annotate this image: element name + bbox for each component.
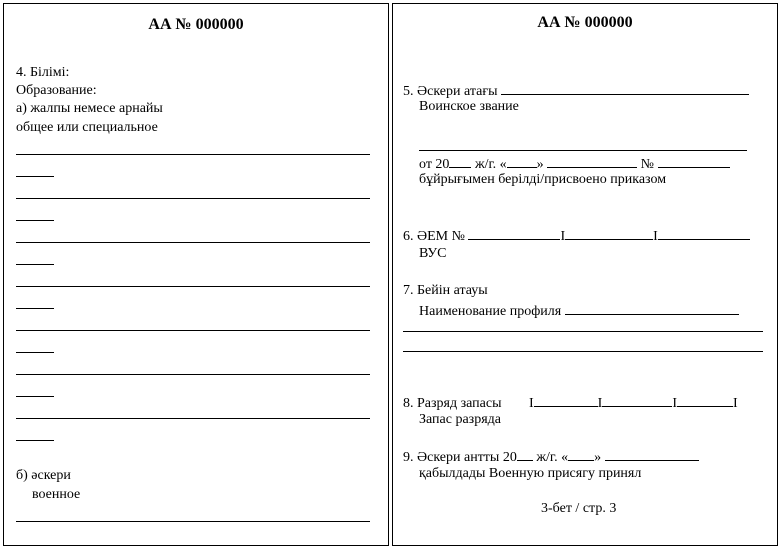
right-page-title: АА № 000000 xyxy=(537,14,633,31)
section-4-kz: 4. Білімі: xyxy=(16,65,70,80)
general-education-short-line-2[interactable] xyxy=(16,220,54,221)
oath-month-field[interactable] xyxy=(605,447,699,461)
vus-field-2[interactable] xyxy=(565,226,653,240)
reserve-separator-3: I xyxy=(672,396,677,411)
oath-kz-2: қабылдады xyxy=(419,466,486,481)
general-education-ru: общее или специальное xyxy=(16,120,158,135)
general-education-line-6[interactable] xyxy=(16,374,370,375)
page-number: 3-бет / стр. 3 xyxy=(541,501,617,516)
oath-day-field[interactable] xyxy=(568,447,594,461)
left-page-title: АА № 000000 xyxy=(148,16,244,33)
rank-close-quote: » xyxy=(536,157,544,172)
rank-year-field[interactable] xyxy=(449,154,471,168)
military-rank-kz: 5. Әскери атағы xyxy=(403,84,498,99)
oath-year-suffix: ж/г. « xyxy=(536,450,569,465)
profile-name-kz: 7. Бейін атауы xyxy=(403,283,488,298)
general-education-line-2[interactable] xyxy=(16,198,370,199)
general-education-short-line-7[interactable] xyxy=(16,440,54,441)
vus-field-3[interactable] xyxy=(658,226,750,240)
general-education-short-line-3[interactable] xyxy=(16,264,54,265)
oath-kz: 9. Әскери антты 20 xyxy=(403,450,517,465)
general-education-short-line-1[interactable] xyxy=(16,176,54,177)
profile-name-line-2[interactable] xyxy=(403,331,763,332)
section-7-row xyxy=(419,301,739,320)
military-education-ru: военное xyxy=(32,487,81,502)
rank-from-label: от 20 xyxy=(419,157,450,172)
rank-month-field[interactable] xyxy=(547,154,637,168)
reserve-separator-1: I xyxy=(528,396,534,411)
general-education-line-3[interactable] xyxy=(16,242,370,243)
general-education-short-line-6[interactable] xyxy=(16,396,54,397)
rank-day-field[interactable] xyxy=(507,154,537,168)
military-rank-line-2[interactable] xyxy=(419,150,747,151)
general-education-short-line-4[interactable] xyxy=(16,308,54,309)
general-education-line-4[interactable] xyxy=(16,286,370,287)
general-education-kz: а) жалпы немесе арнайы xyxy=(16,101,163,116)
vus-field-1[interactable] xyxy=(468,226,560,240)
right-page xyxy=(392,3,778,546)
profile-name-ru: Наименование профиля xyxy=(419,304,562,319)
military-education-line[interactable] xyxy=(16,521,370,522)
left-page xyxy=(3,3,389,546)
vus-kz: 6. ӘЕМ № xyxy=(403,229,465,244)
reserve-field-1[interactable] xyxy=(534,393,598,407)
section-9-row xyxy=(403,447,699,466)
reserve-category-kz: 8. Разряд запасы xyxy=(403,396,502,411)
general-education-line-5[interactable] xyxy=(16,330,370,331)
oath-row-2 xyxy=(419,466,641,482)
vus-ru: ВУС xyxy=(419,246,447,261)
oath-year-field[interactable] xyxy=(517,447,533,461)
military-rank-ru: Воинское звание xyxy=(419,99,519,114)
military-rank-field[interactable] xyxy=(501,81,749,95)
reserve-category-ru: Запас разряда xyxy=(419,412,501,427)
general-education-line-7[interactable] xyxy=(16,418,370,419)
reserve-field-3[interactable] xyxy=(677,393,733,407)
rank-order-no-label: № xyxy=(640,157,655,172)
section-4-ru: Образование: xyxy=(16,83,97,98)
rank-date-row xyxy=(419,154,730,173)
general-education-line-1[interactable] xyxy=(16,154,370,155)
reserve-field-2[interactable] xyxy=(602,393,672,407)
military-education-kz: б) әскери xyxy=(16,468,71,483)
vus-separator-1: I xyxy=(560,229,566,244)
section-8-row xyxy=(403,393,738,412)
rank-order-no-field[interactable] xyxy=(658,154,730,168)
reserve-separator-4: I xyxy=(733,396,738,411)
oath-close-quote: » xyxy=(594,450,602,465)
oath-ru: Военную присягу принял xyxy=(488,466,642,481)
section-5-row xyxy=(403,81,749,100)
general-education-short-line-5[interactable] xyxy=(16,352,54,353)
section-6-row xyxy=(403,226,750,245)
vus-separator-2: I xyxy=(653,229,658,244)
reserve-separator-2: I xyxy=(597,396,603,411)
profile-name-line-3[interactable] xyxy=(403,351,763,352)
rank-order-label: бұйрығымен берілді/присвоено приказом xyxy=(419,172,667,187)
profile-name-field[interactable] xyxy=(565,301,739,315)
rank-year-suffix: ж/г. « xyxy=(474,157,507,172)
